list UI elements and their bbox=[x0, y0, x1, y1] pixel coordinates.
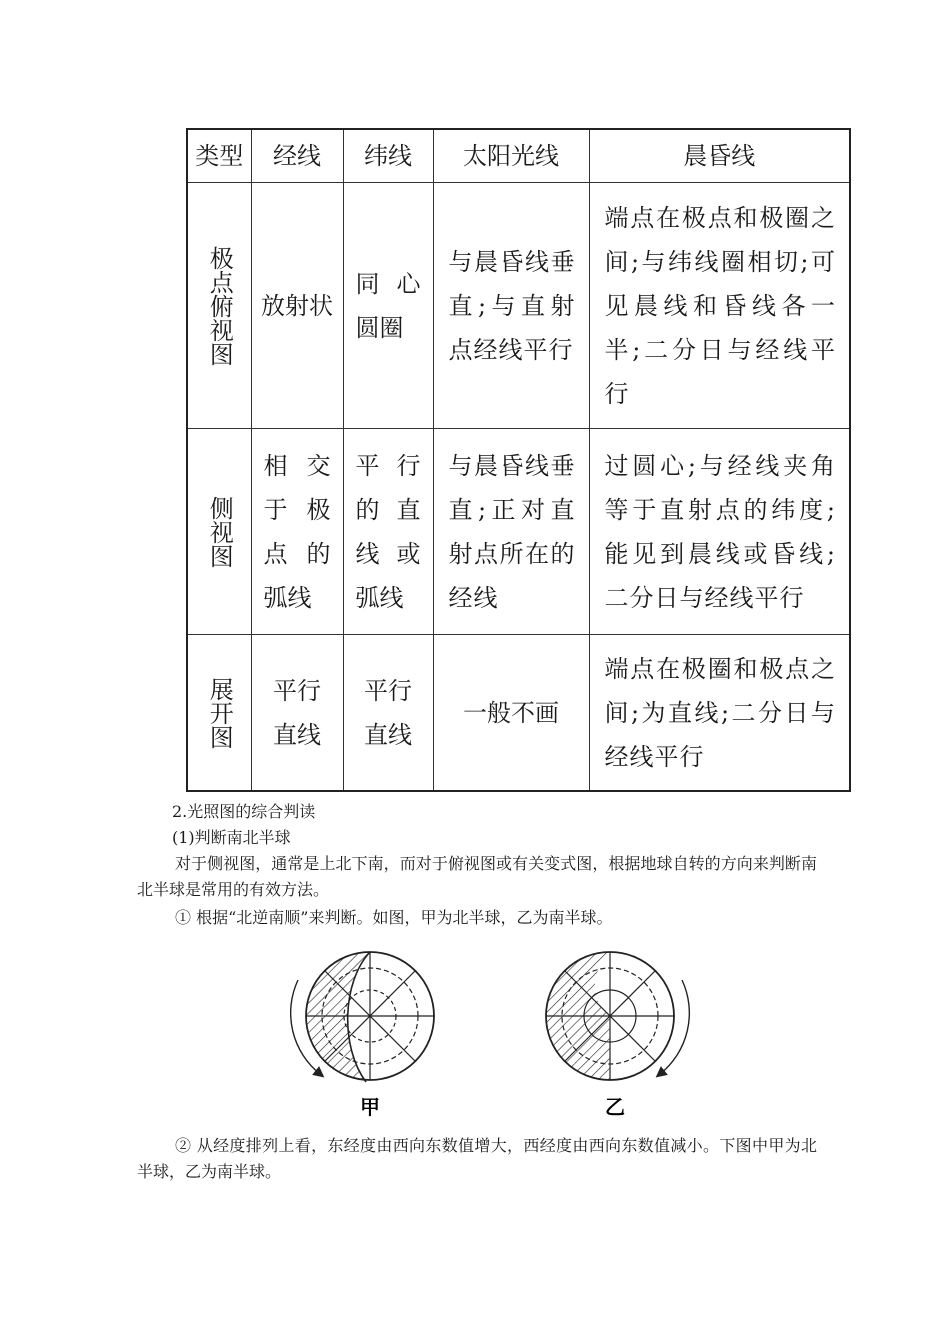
row-sunlight: 与晨昏线垂直;正对直射点所在的经线 bbox=[448, 451, 576, 612]
paragraph-3: ② 从经度排列上看，东经度由西向东数值增大，西经度由西向东数值减小。下图中甲为北半球，乙为南半球。 bbox=[137, 1136, 817, 1181]
hemisphere-figure bbox=[290, 942, 710, 1122]
row-parallel: 平行的直线或弧线 bbox=[355, 451, 421, 612]
comparison-table bbox=[186, 128, 851, 792]
row-terminator: 端点在极圈和极点之间;为直线;二分日与经线平行 bbox=[604, 654, 836, 771]
header-terminator: 晨昏线 bbox=[589, 129, 850, 183]
row-meridian: 平行直线 bbox=[273, 676, 321, 749]
row-terminator: 过圆心;与经线夹角等于直射点的纬度;能见到晨线或昏线;二分日与经线平行 bbox=[604, 451, 836, 612]
row-type: 侧视图 bbox=[205, 495, 234, 568]
header-sunlight: 太阳光线 bbox=[433, 129, 589, 183]
paragraph-2: ① 根据“北逆南顺”来判断。如图，甲为北半球，乙为南半球。 bbox=[175, 908, 613, 927]
row-meridian: 放射状 bbox=[261, 291, 333, 320]
diagram-jia bbox=[290, 952, 434, 1082]
row-sunlight: 与晨昏线垂直;与直射点经线平行 bbox=[448, 247, 576, 364]
header-meridian: 经线 bbox=[251, 129, 343, 183]
table-row bbox=[187, 635, 850, 791]
section-title: 2.光照图的综合判读 bbox=[172, 802, 316, 821]
row-meridian: 相交于极点的弧线 bbox=[263, 451, 331, 612]
table-header-row bbox=[187, 129, 850, 183]
row-sunlight: 一般不画 bbox=[463, 698, 559, 727]
row-parallel: 同心圆圈 bbox=[355, 269, 421, 342]
sub-title: (1)判断南北半球 bbox=[172, 828, 291, 847]
header-type: 类型 bbox=[187, 129, 251, 183]
row-type: 展开图 bbox=[205, 676, 234, 749]
row-type: 极点俯视图 bbox=[205, 245, 234, 366]
header-parallel: 纬线 bbox=[343, 129, 433, 183]
row-parallel: 平行直线 bbox=[364, 676, 412, 749]
label-jia: 甲 bbox=[360, 1095, 380, 1119]
label-yi: 乙 bbox=[605, 1095, 625, 1119]
table-row bbox=[187, 429, 850, 635]
paragraph-1: 对于侧视图，通常是上北下南，而对于俯视图或有关变式图，根据地球自转的方向来判断南北半球是常用的有效方法。 bbox=[137, 854, 817, 899]
table-row bbox=[187, 183, 850, 429]
row-terminator: 端点在极点和极圈之间;与纬线圈相切;可见晨线和昏线各一半;二分日与经线平行 bbox=[604, 203, 836, 408]
diagram-yi bbox=[540, 952, 689, 1082]
